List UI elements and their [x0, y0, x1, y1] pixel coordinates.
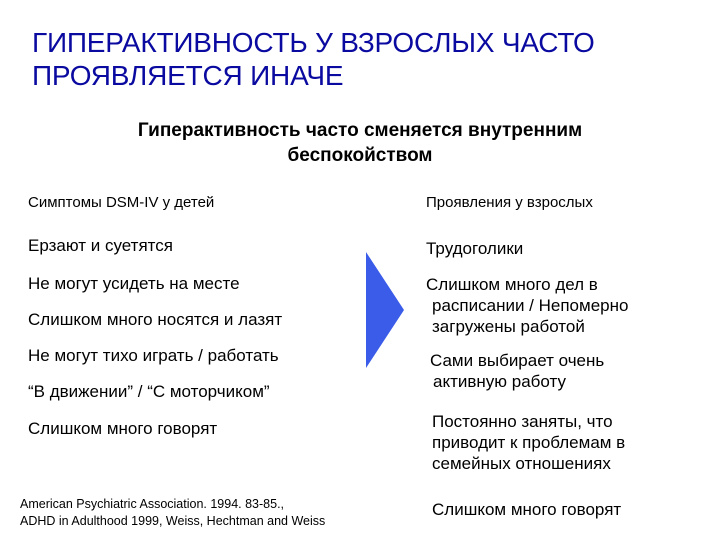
- source-line-1: American Psychiatric Association. 1994. 83-85.,: [20, 497, 285, 511]
- subtitle: [70, 118, 650, 168]
- list-item: Ерзают и суетятся: [28, 236, 173, 255]
- list-item-line: Слишком много дел в: [426, 275, 598, 294]
- subtitle-line-1: Гиперактивность часто сменяется внутренним: [137, 120, 583, 141]
- list-item: [426, 238, 523, 259]
- list-item: [426, 274, 628, 337]
- list-item: Не могут усидеть на месте: [28, 274, 240, 293]
- title-line-1: ГИПЕРАКТИВНОСТЬ У ВЗРОСЛЫХ ЧАСТО: [32, 27, 595, 58]
- list-item: [430, 350, 604, 392]
- list-item: Не могут тихо играть / работать: [28, 346, 279, 365]
- page-title: [32, 26, 702, 92]
- list-item-line: приводит к проблемам в: [432, 433, 626, 452]
- source-citation: [20, 496, 325, 530]
- list-item-line: расписании / Непомерно: [432, 296, 629, 315]
- list-item: Слишком много носятся и лазят: [28, 310, 283, 329]
- source-line-2: ADHD in Adulthood 1999, Weiss, Hechtman and Weiss: [20, 514, 326, 528]
- right-arrow-icon: [366, 252, 406, 368]
- list-item-line: Трудоголики: [426, 239, 524, 258]
- list-item-line: семейных отношениях: [432, 454, 611, 473]
- right-column-header: Проявления у взрослых: [426, 194, 593, 211]
- list-item-line: Постоянно заняты, что: [432, 412, 613, 431]
- title-line-2: ПРОЯВЛЯЕТСЯ ИНАЧЕ: [32, 60, 344, 91]
- list-item-line: Сами выбирает очень: [430, 351, 605, 370]
- list-item: “В движении” / “С моторчиком”: [28, 382, 270, 401]
- list-item-line: Слишком много говорят: [432, 500, 622, 519]
- list-item-line: загружены работой: [432, 317, 585, 336]
- list-item: [432, 499, 621, 520]
- list-item-line: активную работу: [433, 372, 566, 391]
- list-item: [432, 411, 625, 474]
- subtitle-line-2: беспокойством: [287, 145, 433, 166]
- list-item: Слишком много говорят: [28, 419, 218, 438]
- left-column-header: Симптомы DSM-IV у детей: [28, 194, 215, 211]
- arrow-shape: [366, 252, 404, 368]
